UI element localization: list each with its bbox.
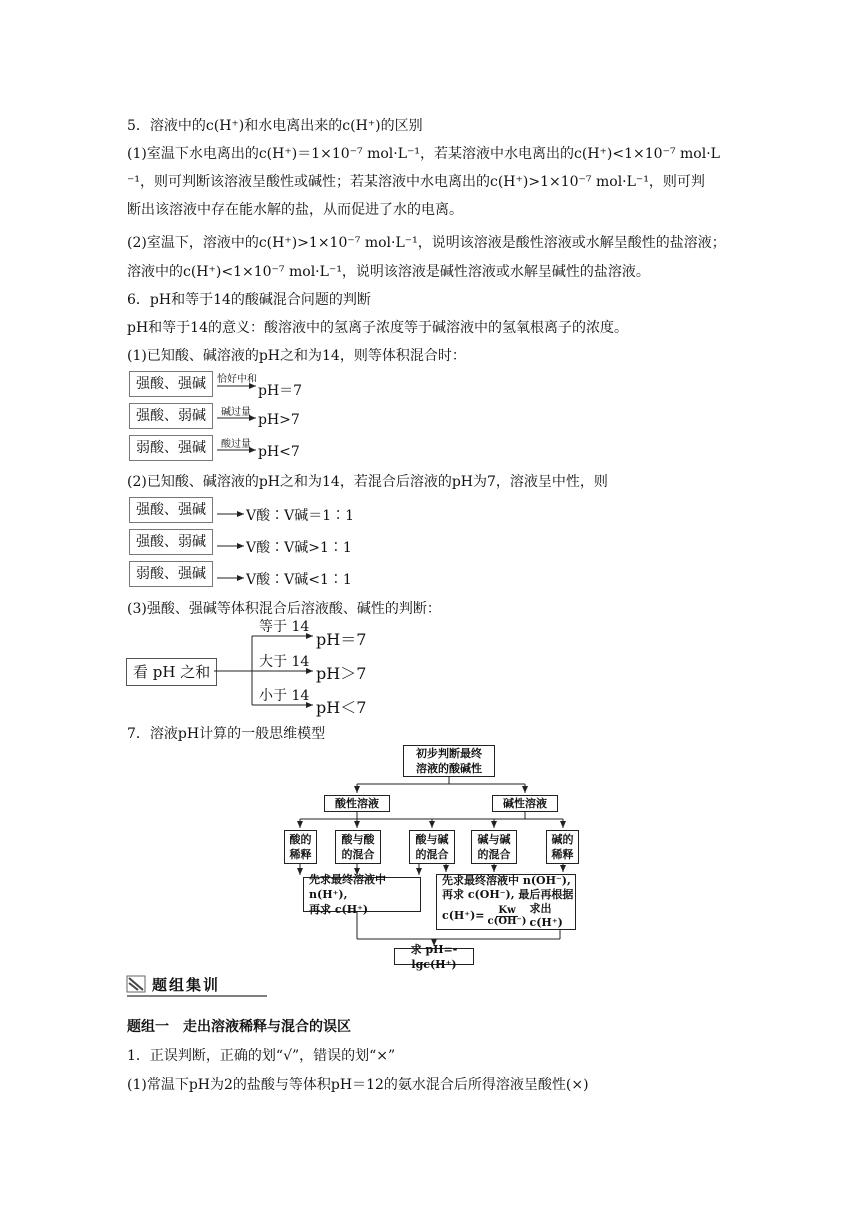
training-q1: 1．正误判断，正确的划“√”，错误的划“×” xyxy=(127,1048,396,1064)
q2-result-2: V酸∶V碱>1∶1 xyxy=(246,540,352,556)
flow-method-acid xyxy=(303,873,421,916)
flow-acid-dilution xyxy=(284,830,317,864)
flow-formula-post: 求出 c(H⁺) xyxy=(529,902,563,929)
section6-q1: (1)已知酸、碱溶液的pH之和为14，则等体积混合时： xyxy=(127,348,466,364)
section5-p1a: (1)室温下水电离出的c(H⁺)＝1×10⁻⁷ mol·L⁻¹，若某溶液中水电离出的c(H⁺)<1×10⁻⁷ mol·L xyxy=(127,146,720,162)
q3-branch-label-3: 小于 14 xyxy=(259,688,310,704)
flow-base-base-mix xyxy=(471,830,517,864)
flow-base-dilution-l1: 碱的 xyxy=(551,833,574,846)
group1-title: 题组一 走出溶液稀释与混合的误区 xyxy=(127,1019,351,1035)
flow-top xyxy=(403,745,495,777)
flow-formula-denominator: c(OH⁻) xyxy=(487,915,527,927)
section5-p2b: 溶液中的c(H⁺)<1×10⁻⁷ mol·L⁻¹，说明该溶液是碱性溶液或水解呈碱性的盐溶液。 xyxy=(127,264,650,280)
section5-p2a: (2)室温下，溶液中的c(H⁺)>1×10⁻⁷ mol·L⁻¹，说明该溶液是酸性溶液或水解呈酸性的盐溶液； xyxy=(127,235,726,251)
flow-acid-dilution-l2: 稀释 xyxy=(289,848,312,861)
section5-p1b: ⁻¹，则可判断该溶液呈酸性或碱性；若某溶液中水电离出的c(H⁺)>1×10⁻⁷ mol·L⁻¹，则可判 xyxy=(127,174,705,190)
flow-acid-base-mix-l2: 的混合 xyxy=(415,848,449,861)
flow-acid-base-mix-l1: 酸与碱 xyxy=(415,833,449,846)
q2-box-strong-strong: 强酸、强碱 xyxy=(129,497,213,523)
q3-box-sum: 看 pH 之和 xyxy=(126,658,217,686)
q3-branch-label-1: 等于 14 xyxy=(259,619,310,635)
section6-q3: (3)强酸、强碱等体积混合后溶液酸、碱性的判断： xyxy=(127,601,441,617)
training-q1-1: (1)常温下pH为2的盐酸与等体积pH＝12的氨水混合后所得溶液呈酸性(×) xyxy=(127,1077,589,1093)
q1-arrow-label-1: 恰好中和 xyxy=(217,374,257,385)
flow-method-base-l1: 先求最终溶液中 n(OH⁻), xyxy=(442,874,571,887)
q2-box-strong-weak: 强酸、弱碱 xyxy=(129,529,213,555)
q1-box-strong-weak: 强酸、弱碱 xyxy=(129,403,213,429)
q1-arrow-label-2: 碱过量 xyxy=(221,407,251,418)
q1-result-1: pH＝7 xyxy=(258,383,303,399)
flow-final: 求 pH=-lgc(H⁺) xyxy=(394,948,474,965)
flow-acid: 酸性溶液 xyxy=(324,795,390,812)
flow-acid-dilution-l1: 酸的 xyxy=(289,833,312,846)
flow-base-base-mix-l1: 碱与碱 xyxy=(477,833,511,846)
flow-base: 碱性溶液 xyxy=(492,795,558,812)
q1-arrow-label-3: 酸过量 xyxy=(221,439,251,450)
flow-acid-acid-mix xyxy=(335,830,381,864)
q2-result-1: V酸∶V碱＝1∶1 xyxy=(246,508,355,524)
flow-acid-acid-mix-l1: 酸与酸 xyxy=(341,833,375,846)
q3-branch-result-3: pH＜7 xyxy=(316,698,367,717)
flow-acid-base-mix xyxy=(409,830,455,864)
flow-base-dilution-l2: 稀释 xyxy=(551,848,574,861)
q3-branch-result-1: pH＝7 xyxy=(316,630,367,649)
flow-method-base xyxy=(436,874,576,930)
q2-box-weak-strong: 弱酸、强碱 xyxy=(129,561,213,587)
section5-p1c: 断出该溶液中存在能水解的盐，从而促进了水的电离。 xyxy=(127,202,463,218)
section6-intro: pH和等于14的意义：酸溶液中的氢离子浓度等于碱溶液中的氢氧根离子的浓度。 xyxy=(127,320,628,336)
flow-acid-acid-mix-l2: 的混合 xyxy=(341,848,375,861)
flow-base-base-mix-l2: 的混合 xyxy=(477,848,511,861)
flow-method-base-l3 xyxy=(442,902,575,930)
q1-result-3: pH<7 xyxy=(258,444,300,460)
flow-formula-pre: c(H⁺)= xyxy=(442,909,485,922)
section7-title: 7．溶液pH计算的一般思维模型 xyxy=(127,726,326,742)
flow-formula-fraction xyxy=(488,906,527,927)
flow-top-line1: 初步判断最终 xyxy=(416,747,482,760)
q1-result-2: pH>7 xyxy=(258,412,300,428)
training-header: 题组集训 xyxy=(152,976,221,994)
q3-branch-result-2: pH＞7 xyxy=(316,664,367,683)
flow-method-acid-l2: 再求 c(H⁺) xyxy=(309,903,369,916)
flow-formula-numerator: Kw xyxy=(498,904,516,916)
q3-branch-label-2: 大于 14 xyxy=(259,654,310,670)
section6-title: 6．pH和等于14的酸碱混合问题的判断 xyxy=(127,292,371,308)
q1-box-weak-strong: 弱酸、强碱 xyxy=(129,435,213,461)
flow-method-acid-l1: 先求最终溶液中 n(H⁺), xyxy=(309,873,386,901)
flow-method-base-l2: 再求 c(OH⁻), 最后再根据 xyxy=(442,888,574,901)
q1-box-strong-strong: 强酸、强碱 xyxy=(129,371,213,397)
section6-q2: (2)已知酸、碱溶液的pH之和为14，若混合后溶液的pH为7，溶液呈中性，则 xyxy=(127,474,608,490)
flow-top-line2: 溶液的酸碱性 xyxy=(416,762,482,775)
flow-base-dilution xyxy=(546,830,579,864)
section5-title: 5．溶液中的c(H⁺)和水电离出来的c(H⁺)的区别 xyxy=(127,118,423,134)
q2-result-3: V酸∶V碱<1∶1 xyxy=(246,572,352,588)
